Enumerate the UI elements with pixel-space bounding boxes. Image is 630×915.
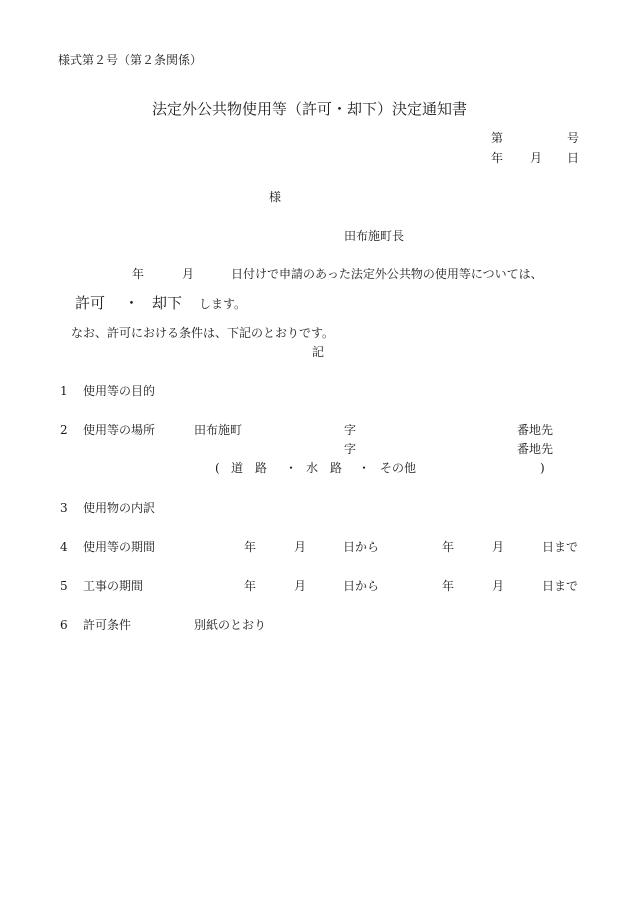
doc-number-suffix: 号 xyxy=(567,131,580,145)
reject-option: 却下 xyxy=(152,294,183,312)
item-5-from: 日から xyxy=(343,579,380,593)
date-month: 月 xyxy=(530,151,543,165)
item-4-to: 日まで xyxy=(542,540,579,554)
item-1-number: 1 xyxy=(60,384,68,398)
item-2-aza: 字 xyxy=(344,423,357,437)
item-2-aza-2: 字 xyxy=(344,442,357,456)
item-2-water: 水 路 xyxy=(306,461,343,475)
item-2-number: 2 xyxy=(60,423,68,437)
page-title: 法定外公共物使用等（許可・却下）決定通知書 xyxy=(152,100,468,118)
date-day: 日 xyxy=(567,151,580,165)
doc-number-prefix: 第 xyxy=(491,131,504,145)
item-3-label: 使用物の内訳 xyxy=(83,501,156,515)
form-label: 様式第２号（第２条関係） xyxy=(58,53,203,67)
item-4-from: 日から xyxy=(343,540,380,554)
item-2-paren-close: ) xyxy=(540,461,545,475)
permit-option: 許可 xyxy=(75,294,106,312)
item-1-label: 使用等の目的 xyxy=(83,384,156,398)
ki-heading: 記 xyxy=(312,345,325,359)
item-2-dot-1: ・ xyxy=(285,461,298,475)
item-4-label: 使用等の期間 xyxy=(83,540,156,554)
item-6-label: 許可条件 xyxy=(83,618,132,632)
item-5-number: 5 xyxy=(60,579,68,593)
item-4-year-1: 年 xyxy=(244,540,257,554)
item-4-number: 4 xyxy=(60,540,68,554)
addressee-honorific: 様 xyxy=(269,190,282,204)
item-2-other: その他 xyxy=(380,461,417,475)
item-2-banchi-2: 番地先 xyxy=(517,442,554,456)
item-6-value: 別紙のとおり xyxy=(194,618,267,632)
item-2-town: 田布施町 xyxy=(194,423,243,437)
item-6-number: 6 xyxy=(60,618,68,632)
item-4-month-2: 月 xyxy=(492,540,505,554)
item-5-month-1: 月 xyxy=(294,579,307,593)
item-5-month-2: 月 xyxy=(492,579,505,593)
item-4-year-2: 年 xyxy=(442,540,455,554)
item-2-banchi: 番地先 xyxy=(517,423,554,437)
sender-name: 田布施町長 xyxy=(344,229,405,243)
item-2-road: 道 路 xyxy=(231,461,268,475)
item-5-year-1: 年 xyxy=(244,579,257,593)
item-5-year-2: 年 xyxy=(442,579,455,593)
item-5-to: 日まで xyxy=(542,579,579,593)
body-note: なお、許可における条件は、下記のとおりです。 xyxy=(71,326,335,340)
item-4-month-1: 月 xyxy=(294,540,307,554)
item-5-label: 工事の期間 xyxy=(83,579,144,593)
body-month: 月 xyxy=(182,267,195,281)
item-2-paren-open: ( xyxy=(215,461,220,475)
item-3-number: 3 xyxy=(60,501,68,515)
body-shimasu: します。 xyxy=(199,297,247,311)
body-year: 年 xyxy=(132,267,145,281)
body-text: 日付けで申請のあった法定外公共物の使用等については、 xyxy=(231,267,543,281)
item-2-label: 使用等の場所 xyxy=(83,423,156,437)
option-separator: ・ xyxy=(124,294,140,312)
date-year: 年 xyxy=(491,151,504,165)
item-2-dot-2: ・ xyxy=(358,461,371,475)
